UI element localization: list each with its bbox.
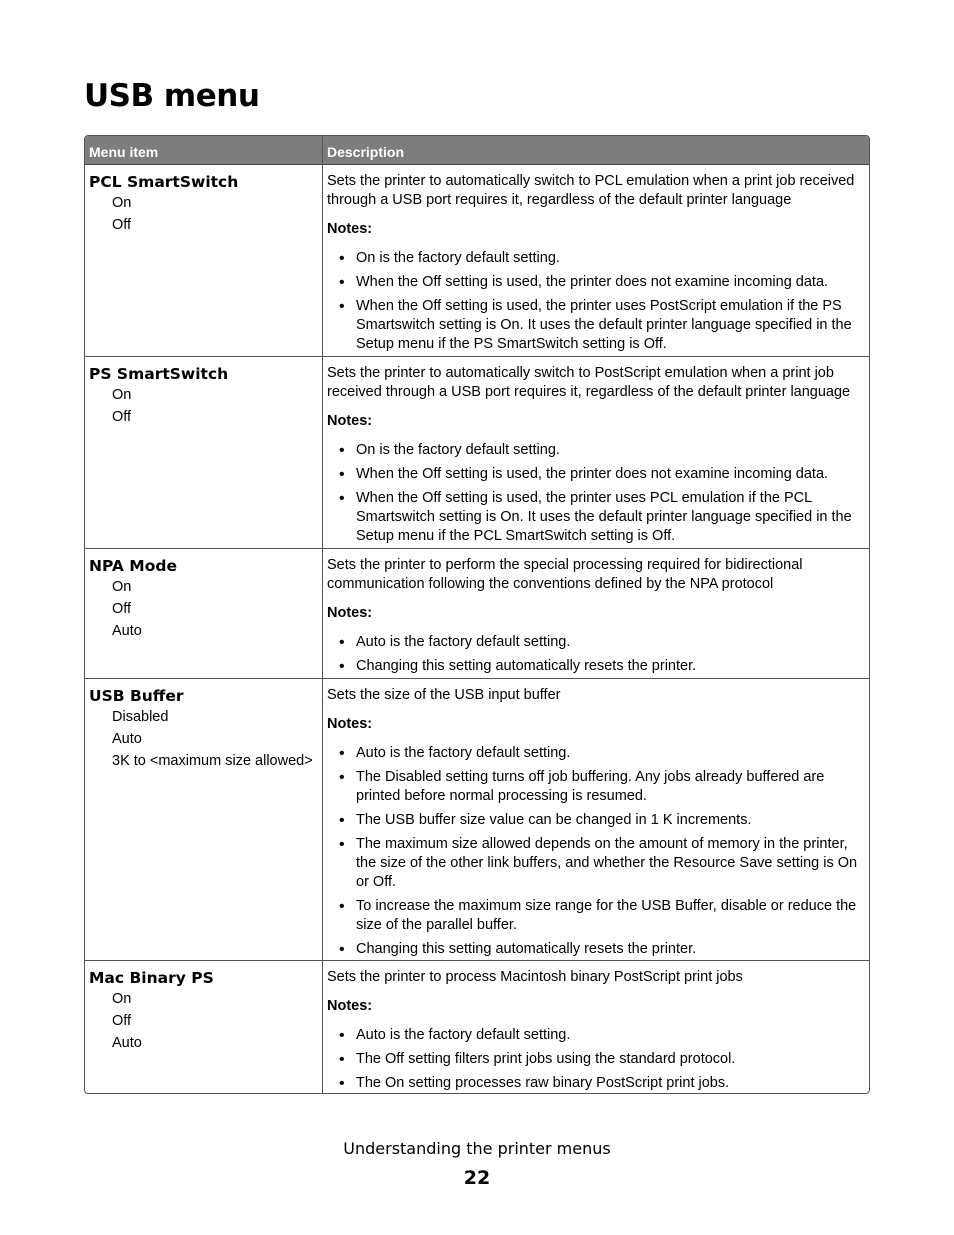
menu-item-name: PCL SmartSwitch: [89, 173, 239, 191]
item-description: Sets the printer to process Macintosh binary PostScript print jobs: [327, 969, 743, 985]
table-row: [85, 548, 869, 678]
menu-item-name: NPA Mode: [89, 557, 177, 575]
menu-item-option: On: [112, 195, 132, 211]
table-header: [85, 136, 869, 165]
notes-label: Notes:: [327, 221, 373, 237]
menu-item-option: Auto: [112, 731, 142, 747]
note-item: • The On setting processes raw binary PostScript print jobs.: [327, 1074, 867, 1093]
menu-item-name: USB Buffer: [89, 687, 184, 705]
menu-item-option: Off: [112, 1013, 132, 1029]
notes-label: Notes:: [327, 716, 373, 732]
menu-item-option: Off: [112, 601, 132, 617]
notes-label: Notes:: [327, 413, 373, 429]
table-row: [85, 678, 869, 960]
menu-item-option: Disabled: [112, 709, 169, 725]
menu-item-option: Auto: [112, 1035, 142, 1051]
note-item: • To increase the maximum size range for the USB Buffer, disable or reduce the size of the parallel buffer.: [327, 897, 867, 935]
menu-item-option: On: [112, 991, 132, 1007]
menu-item-option: On: [112, 387, 132, 403]
note-item: • The USB buffer size value can be changed in 1 K increments.: [327, 811, 867, 830]
note-item: • Changing this setting automatically resets the printer.: [327, 657, 867, 676]
note-item: • When the Off setting is used, the printer uses PostScript emulation if the PS Smartswitch setting is On. It uses the default printer language specified in the Setup menu if the PS SmartSwitch setting is Off.: [327, 297, 867, 354]
menu-item-name: PS SmartSwitch: [89, 365, 229, 383]
notes-label: Notes:: [327, 998, 373, 1014]
header-menu-item: Menu item: [89, 144, 159, 160]
notes-list: [327, 633, 867, 676]
note-item: • When the Off setting is used, the printer uses PCL emulation if the PCL Smartswitch setting is On. It uses the default printer language specified in the Setup menu if the PCL SmartSwitch setting is Off.: [327, 489, 867, 546]
menu-item-option: Off: [112, 409, 132, 425]
note-item: • Auto is the factory default setting.: [327, 744, 867, 763]
menu-item-option: 3K to <maximum size allowed>: [112, 753, 313, 769]
item-description: Sets the printer to automatically switch to PCL emulation when a print job received through a USB port requires it, regardless of the default printer language: [327, 173, 855, 208]
note-item: • On is the factory default setting.: [327, 441, 867, 460]
note-item: • Auto is the factory default setting.: [327, 633, 867, 652]
menu-table: [84, 135, 870, 1094]
notes-label: Notes:: [327, 605, 373, 621]
footer-text: Understanding the printer menus: [343, 1139, 611, 1158]
item-description: Sets the printer to automatically switch to PostScript emulation when a print job received through a USB port requires it, regardless of the default printer language: [327, 365, 851, 400]
notes-list: [327, 441, 867, 546]
page-number: 22: [463, 1167, 491, 1189]
menu-item-option: Off: [112, 217, 132, 233]
menu-item-option: Auto: [112, 623, 142, 639]
item-description: Sets the printer to perform the special processing required for bidirectional communication following the conventions defined by the NPA protocol: [327, 557, 803, 592]
page-title: USB menu: [84, 78, 260, 114]
notes-list: [327, 249, 867, 354]
note-item: • When the Off setting is used, the printer does not examine incoming data.: [327, 465, 867, 484]
menu-item-option: On: [112, 579, 132, 595]
header-description: Description: [327, 144, 405, 160]
menu-item-name: Mac Binary PS: [89, 969, 214, 987]
note-item: • Changing this setting automatically resets the printer.: [327, 940, 867, 959]
notes-list: [327, 1026, 867, 1093]
note-item: • Auto is the factory default setting.: [327, 1026, 867, 1045]
note-item: • On is the factory default setting.: [327, 249, 867, 268]
notes-list: [327, 744, 867, 959]
table-row: [85, 356, 869, 548]
table-row: [85, 165, 869, 356]
note-item: • When the Off setting is used, the printer does not examine incoming data.: [327, 273, 867, 292]
item-description: Sets the size of the USB input buffer: [327, 687, 561, 703]
note-item: • The maximum size allowed depends on the amount of memory in the printer, the size of the other link buffers, and whether the Resource Save setting is On or Off.: [327, 835, 867, 892]
table-row: [85, 960, 869, 1094]
note-item: • The Disabled setting turns off job buffering. Any jobs already buffered are printed before normal processing is resumed.: [327, 768, 867, 806]
note-item: • The Off setting filters print jobs using the standard protocol.: [327, 1050, 867, 1069]
